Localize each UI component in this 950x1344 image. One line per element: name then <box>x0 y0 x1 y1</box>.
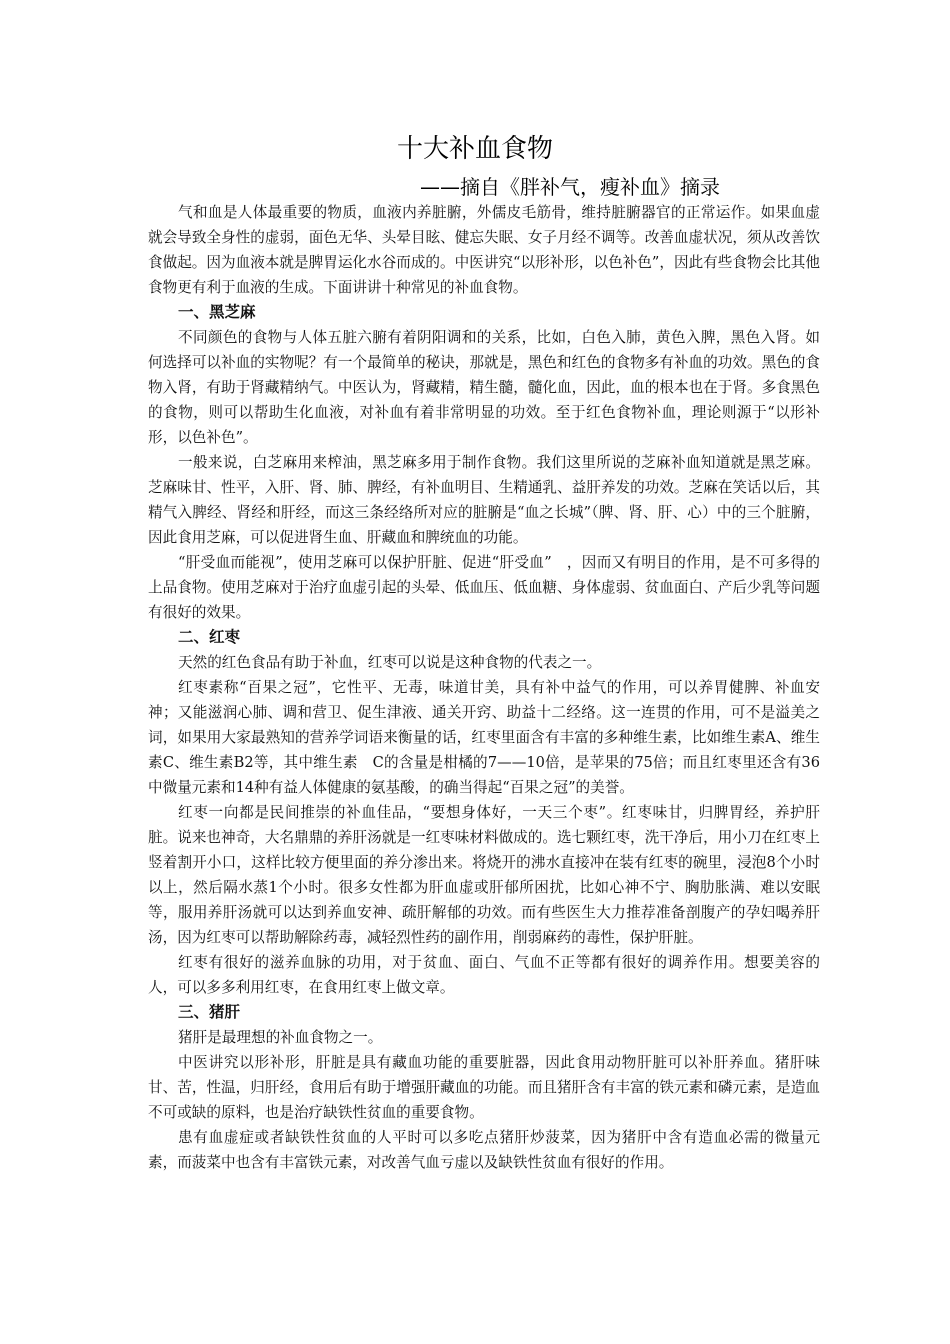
body-paragraph: 红枣有很好的滋养血脉的功用，对于贫血、面白、气血不正等都有很好的调养作用。想要美容的人，可以多多利用红枣，在食用红枣上做文章。 <box>148 954 820 996</box>
document-subtitle: ——摘自《胖补气，瘦补血》摘录 <box>420 175 720 199</box>
document-title: 十大补血食物 <box>396 134 553 164</box>
section-heading-jujube: 二、红枣 <box>178 628 241 646</box>
section-heading-pork-liver: 三、猪肝 <box>178 1003 241 1021</box>
body-paragraph: 红枣素称“百果之冠”，它性平、无毒，味道甘美，具有补中益气的作用，可以养胃健脾、补血安神；又能滋润心肺、调和营卫、促生津液、通关开窍、助益十二经络。这一连贯的作用，可不是溢美之词，如果用大家最熟知的营养学词语来衡量的话，红枣里面含有丰富的多种维生素，比如维生素A、维生素C、维生素B2等，其中维生素 C的含量是柑橘的7——10倍，是苹果的75倍；而且红枣里还含有36中微量元素和14种有益人体健康的氨基酸，的确当得起“百果之冠”的美誉。 <box>148 679 820 796</box>
body-paragraph: 不同颜色的食物与人体五脏六腑有着阴阳调和的关系，比如，白色入肺，黄色入脾，黑色入肾。如何选择可以补血的实物呢？有一个最简单的秘诀，那就是，黑色和红色的食物多有补血的功效。黑色的食物入肾，有助于肾藏精纳气。中医认为，肾藏精，精生髓，髓化血，因此，血的根本也在于肾。多食黑色的食物，则可以帮助生化血液，对补血有着非常明显的功效。至于红色食物补血，理论则源于“以形补形，以色补色”。 <box>148 329 820 446</box>
body-paragraph: 天然的红色食品有助于补血，红枣可以说是这种食物的代表之一。 <box>178 654 602 671</box>
body-paragraph: 患有血虚症或者缺铁性贫血的人平时可以多吃点猪肝炒菠菜，因为猪肝中含有造血必需的微量元素，而菠菜中也含有丰富铁元素，对改善气血亏虚以及缺铁性贫血有很好的作用。 <box>148 1129 820 1171</box>
body-paragraph: 中医讲究以形补形，肝脏是具有藏血功能的重要脏器，因此食用动物肝脏可以补肝养血。猪肝味甘、苦，性温，归肝经，食用后有助于增强肝藏血的功能。而且猪肝含有丰富的铁元素和磷元素，是造血不可或缺的原料，也是治疗缺铁性贫血的重要食物。 <box>148 1054 820 1121</box>
body-paragraph: “肝受血而能视”，使用芝麻可以保护肝脏、促进“肝受血” ，因而又有明目的作用，是不可多得的上品食物。使用芝麻对于治疗血虚引起的头晕、低血压、低血糖、身体虚弱、贫血面白、产后少乳等问题有很好的效果。 <box>148 554 820 621</box>
body-paragraph: 红枣一向都是民间推崇的补血佳品，“要想身体好，一天三个枣”。红枣味甘，归脾胃经，养护肝脏。说来也神奇，大名鼎鼎的养肝汤就是一红枣味材料做成的。选七颗红枣，洗干净后，用小刀在红枣上竖着割开小口，这样比较方便里面的养分渗出来。将烧开的沸水直接冲在装有红枣的碗里，浸泡8个小时以上，然后隔水蒸1个小时。很多女性都为肝血虚或肝郁所困扰，比如心神不宁、胸肋胀满、难以安眠等，服用养肝汤就可以达到养血安神、疏肝解郁的功效。而有些医生大力推荐准备剖腹产的孕妇喝养肝汤，因为红枣可以帮助解除药毒，减轻烈性药的副作用，削弱麻药的毒性，保护肝脏。 <box>148 804 820 946</box>
document-body <box>148 200 820 1175</box>
body-paragraph: 猪肝是最理想的补血食物之一。 <box>178 1029 383 1046</box>
intro-paragraph: 气和血是人体最重要的物质，血液内养脏腑，外儒皮毛筋骨，维持脏腑器官的正常运作。如果血虚就会导致全身性的虚弱，面色无华、头晕目眩、健忘失眠、女子月经不调等。改善血虚状况，须从改善饮食做起。因为血液本就是脾胃运化水谷而成的。中医讲究“以形补形，以色补色”，因此有些食物会比其他食物更有利于血液的生成。下面讲讲十种常见的补血食物。 <box>148 204 820 296</box>
section-heading-sesame: 一、黑芝麻 <box>178 303 256 321</box>
body-paragraph: 一般来说，白芝麻用来榨油，黑芝麻多用于制作食物。我们这里所说的芝麻补血知道就是黑芝麻。芝麻味甘、性平，入肝、肾、肺、脾经，有补血明目、生精通乳、益肝养发的功效。芝麻在笑话以后，其精气入脾经、肾经和肝经，而这三条经络所对应的脏腑是“血之长城”（脾、肾、肝、心）中的三个脏腑，因此食用芝麻，可以促进肾生血、肝藏血和脾统血的功能。 <box>148 454 820 546</box>
